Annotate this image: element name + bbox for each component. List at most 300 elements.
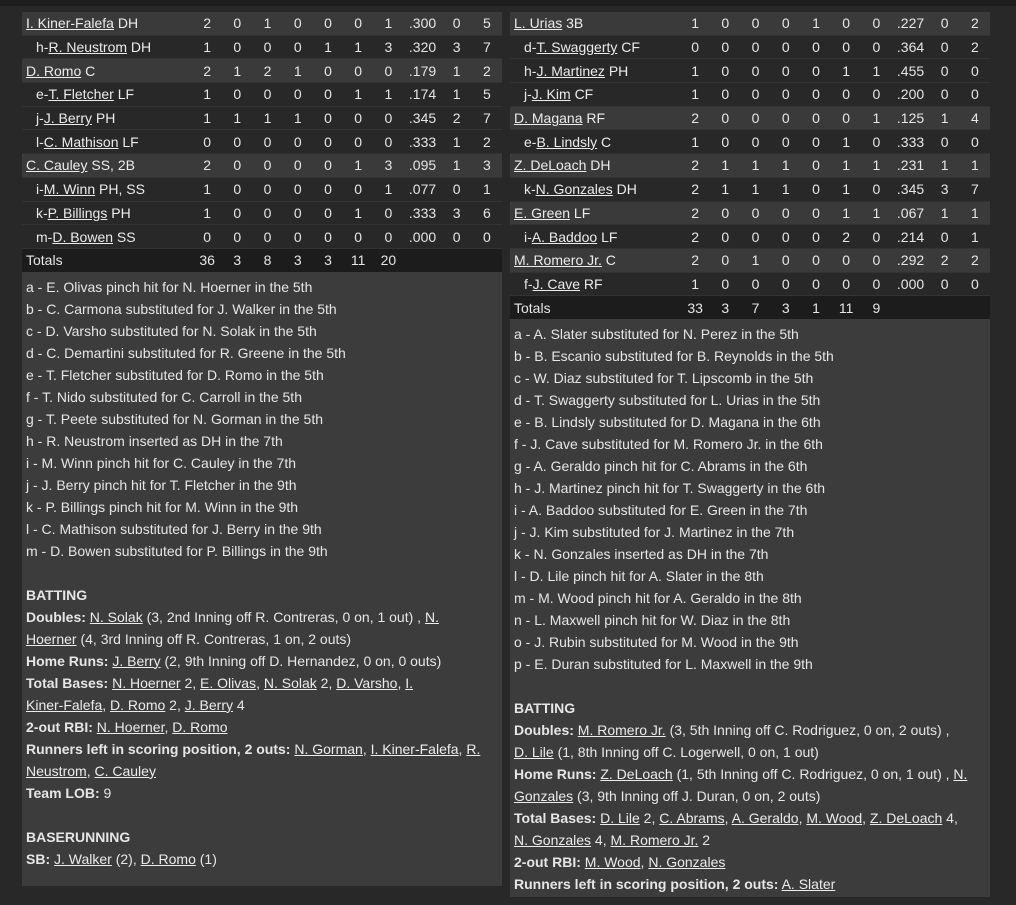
homeruns-line: Home Runs: J. Berry (2, 9th Inning off D. Hernandez, 0 on, 0 outs) (26, 652, 442, 669)
player-position: LF (601, 228, 618, 245)
player-position: CF (621, 39, 640, 56)
player-link[interactable]: D. Varsho (336, 674, 398, 691)
stat-cell: 0 (710, 35, 740, 59)
player-link[interactable]: J. Berry (184, 696, 233, 713)
stat-cell: 0 (222, 225, 252, 249)
player-link[interactable]: T. Swaggerty (536, 39, 618, 56)
stat-cell: 0 (960, 272, 990, 296)
stat-cell: 1 (442, 83, 472, 107)
substitution-note: j - J. Kim substituted for J. Martinez in the 7th (514, 523, 795, 540)
player-link[interactable]: D. Romo (110, 696, 166, 713)
substitution-note: m - D. Bowen substituted for P. Billings in the 9th (26, 542, 328, 559)
stat-cell: 0 (343, 130, 373, 154)
sub-prefix: e- (36, 86, 49, 103)
player-row (22, 154, 502, 178)
stat-cell: 0 (373, 130, 403, 154)
player-link[interactable]: N. Gonzales (514, 831, 592, 848)
stat-cell: 0 (222, 12, 252, 35)
totals-cell: 3 (771, 296, 801, 319)
stat-cell: 1 (930, 154, 960, 178)
player-row (510, 248, 990, 272)
stat-cell: 3 (930, 177, 960, 201)
substitution-note: o - J. Rubin substituted for M. Wood in the 9th (514, 633, 799, 650)
player-link[interactable]: E. Green (514, 204, 571, 221)
stat-cell: .067 (892, 201, 930, 225)
stat-cell: 1 (472, 177, 502, 201)
stat-cell: 2 (472, 130, 502, 154)
stat-cell: 0 (861, 272, 891, 296)
team-lob-line: Team LOB: 9 (26, 784, 112, 801)
stat-cell: 0 (771, 83, 801, 107)
stat-cell: 1 (710, 154, 740, 178)
player-position: DH (616, 181, 637, 198)
totals-cell: 8 (252, 248, 282, 271)
totals-cell (472, 248, 502, 271)
twoout-rbi-line: 2-out RBI: N. Hoerner, D. Romo (26, 718, 228, 735)
player-name-cell (22, 106, 192, 130)
substitution-note: i - M. Winn pinch hit for C. Cauley in the 7th (26, 454, 296, 471)
totals-cell: 9 (861, 296, 891, 319)
player-name-cell (510, 130, 680, 154)
player-name-cell (22, 12, 192, 35)
stat-cell: 1 (831, 59, 861, 83)
away-team-box (22, 12, 502, 886)
player-link[interactable]: D. Bowen (52, 228, 114, 245)
player-link[interactable]: M. Wood (584, 853, 641, 870)
substitution-note: g - A. Geraldo pinch hit for C. Abrams in the 6th (514, 457, 808, 474)
stat-cell: 0 (831, 106, 861, 130)
player-link[interactable]: C. Cauley (26, 157, 88, 174)
stat-cell: 2 (680, 154, 710, 178)
player-link[interactable]: J. Martinez (536, 62, 605, 79)
totals-cell: 11 (343, 248, 373, 271)
stat-cell: .364 (892, 35, 930, 59)
stat-cell: 2 (680, 248, 710, 272)
stat-cell: 0 (442, 177, 472, 201)
stat-cell: 1 (192, 35, 222, 59)
player-link[interactable]: D. Romo (26, 62, 82, 79)
stat-cell: 0 (373, 201, 403, 225)
stat-cell: 0 (740, 12, 770, 35)
stat-cell: 0 (373, 59, 403, 83)
stat-cell: .095 (404, 154, 442, 178)
player-row (510, 106, 990, 130)
stat-cell: 0 (831, 83, 861, 107)
stat-cell: 0 (740, 225, 770, 249)
player-row (22, 130, 502, 154)
stat-cell: 0 (740, 35, 770, 59)
player-link[interactable]: N. (953, 765, 968, 782)
player-link[interactable]: N. (424, 608, 439, 625)
stat-cell: 0 (771, 225, 801, 249)
player-link[interactable]: D. Romo (140, 850, 196, 867)
player-row (510, 177, 990, 201)
totalbases-line: Total Bases: N. Hoerner 2, E. Olivas, N. Solak 2, D. Varsho, I. (26, 674, 414, 691)
stat-cell: 7 (472, 106, 502, 130)
player-position: SS (116, 228, 136, 245)
player-link[interactable]: A. Baddoo (531, 228, 598, 245)
player-name-cell (510, 154, 680, 178)
stat-cell: 0 (343, 106, 373, 130)
stat-cell: 2 (442, 106, 472, 130)
player-name-cell (510, 106, 680, 130)
player-link[interactable]: J. Berry (43, 110, 93, 127)
player-link[interactable]: P. Billings (47, 204, 108, 221)
stat-cell: 5 (472, 83, 502, 107)
batting-header: BATTING (26, 586, 88, 603)
substitution-note: e - T. Fletcher substituted for D. Romo in the 5th (26, 366, 324, 383)
stat-cell: 1 (222, 106, 252, 130)
totals-cell: 20 (373, 248, 403, 271)
player-row (510, 130, 990, 154)
stat-cell: 0 (740, 59, 770, 83)
player-position: RF (586, 110, 606, 127)
player-name-cell (22, 35, 192, 59)
player-link[interactable]: Neustrom (26, 762, 87, 779)
stat-cell: 2 (680, 201, 710, 225)
stat-cell: 0 (313, 201, 343, 225)
substitution-note: e - B. Lindsly substituted for D. Magana in the 6th (514, 413, 821, 430)
player-link[interactable]: C. Mathison (43, 133, 119, 150)
player-link[interactable]: N. Gorman (294, 740, 363, 757)
stat-cell: 1 (710, 177, 740, 201)
stat-cell: 0 (222, 35, 252, 59)
stat-cell: 3 (472, 154, 502, 178)
stat-cell: 0 (771, 106, 801, 130)
sub-prefix: j- (524, 86, 532, 103)
totals-cell (960, 296, 990, 319)
player-link[interactable]: D. Lile (514, 743, 554, 760)
player-name-cell (22, 83, 192, 107)
stat-cell: 3 (442, 201, 472, 225)
player-link[interactable]: C. Abrams (659, 809, 725, 826)
totals-row (510, 296, 990, 319)
player-link[interactable]: L. Urias (514, 15, 563, 32)
totals-cell (404, 248, 442, 271)
stat-cell: 0 (313, 12, 343, 35)
stat-cell: 0 (252, 201, 282, 225)
player-position: DH (117, 15, 139, 32)
player-row (22, 225, 502, 249)
stat-cell: 0 (801, 248, 831, 272)
stat-cell: 0 (472, 225, 502, 249)
stat-cell: 1 (343, 154, 373, 178)
stat-cell: 1 (861, 59, 891, 83)
player-link[interactable]: M. Romero Jr. (514, 252, 602, 269)
stat-cell: 0 (740, 272, 770, 296)
stat-cell: 1 (831, 201, 861, 225)
substitution-note: k - P. Billings pinch hit for M. Winn in the 9th (26, 498, 299, 515)
player-link[interactable]: J. Berry (112, 652, 161, 669)
stat-cell: 2 (960, 35, 990, 59)
stat-cell: 1 (771, 154, 801, 178)
player-link[interactable]: M. Winn (43, 181, 96, 198)
risp-line: Runners left in scoring position, 2 outs: A. Slater (514, 875, 836, 892)
player-position: DH (130, 39, 152, 56)
stat-cell: .333 (404, 130, 442, 154)
player-link[interactable]: E. Olivas (200, 674, 257, 691)
stat-cell: 0 (283, 154, 313, 178)
stat-cell: 1 (740, 248, 770, 272)
totalbases-line: Total Bases: D. Lile 2, C. Abrams, A. Geraldo, M. Wood, Z. DeLoach 4, (514, 809, 958, 826)
substitution-note: j - J. Berry pinch hit for T. Fletcher in the 9th (26, 476, 297, 493)
totals-cell: 11 (831, 296, 861, 319)
notes-panel: a - A. Slater substituted for N. Perez in the 5th b - B. Escanio substituted for B. Reynolds in the 5th c - W. Diaz substituted for T. Lipscomb in the 5th d - T. Swaggerty substituted for L. Urias in the 5th e - B. Lindsly substituted for D. Magana in the 6th f - J. Cave substituted for M. Romero Jr. in the 6th g - A. Geraldo pinch hit for C. Abrams in the 6th h - J. Martinez pinch hit for T. Swaggerty in the 6th i - A. Baddoo substituted for E. Green in the 7th j - J. Kim substituted for J. Martinez in the 7th k - N. Gonzales inserted as DH in the 7th l - D. Lile pinch hit for A. Slater in the 8th m - M. Wood pinch hit for A. Geraldo in the 8th n - L. Maxwell pinch hit for W. Diaz in the 8th o - J. Rubin substituted for M. Wood in the 9th p - E. Duran substituted for L. Maxwell in the 9th BATTING Doubles: M. Romero Jr. (3, 5th Inning off C. Rodriguez, 0 on, 2 outs) , D. Lile (1, 8th Inning off C. Logerwell, 0 on, 1 out) Home Runs: Z. DeLoach (1, 5th Inning off C. Rodriguez, 0 on, 1 out) , N. Gonzales (3, 9th Inning off J. Duran, 0 on, 2 outs) Total Bases: D. Lile 2, C. Abrams, A. Geraldo, M. Wood, Z. DeLoach 4, N. Gonzales 4, M. Romero Jr. 2 2-out RBI: M. Wood, N. Gonzales Runners left in scoring position, 2 outs: A. Slater (510, 319, 990, 897)
stat-cell: 2 (960, 248, 990, 272)
twoout-rbi-line: 2-out RBI: M. Wood, N. Gonzales (514, 853, 726, 870)
stat-cell: .333 (892, 130, 930, 154)
sub-prefix: k- (524, 181, 536, 198)
stat-cell: 0 (831, 248, 861, 272)
stat-cell: 2 (252, 59, 282, 83)
player-row (22, 83, 502, 107)
stat-cell: 0 (442, 12, 472, 35)
player-link[interactable]: N. Hoerner (96, 718, 165, 735)
stat-cell: 1 (831, 154, 861, 178)
stat-cell: 3 (442, 35, 472, 59)
stat-cell: .200 (892, 83, 930, 107)
player-link[interactable]: J. Kim (531, 86, 571, 103)
stat-cell: 1 (861, 106, 891, 130)
stat-cell: 0 (960, 83, 990, 107)
sub-prefix: m- (36, 228, 53, 245)
player-name-cell (510, 177, 680, 201)
stat-cell: 0 (252, 154, 282, 178)
player-name-cell (510, 35, 680, 59)
stat-cell: 0 (222, 177, 252, 201)
player-row (510, 272, 990, 296)
stat-cell: 0 (771, 12, 801, 35)
stat-cell: 0 (343, 225, 373, 249)
stat-cell: 1 (222, 59, 252, 83)
stat-cell: 0 (861, 130, 891, 154)
player-name-cell (22, 59, 192, 83)
stat-cell: 0 (801, 130, 831, 154)
player-link[interactable]: M. Romero Jr. (610, 831, 699, 848)
sub-prefix: i- (524, 228, 532, 245)
player-link[interactable]: A. Slater (781, 875, 836, 892)
stat-cell: 2 (930, 248, 960, 272)
stat-cell: 0 (771, 130, 801, 154)
stat-cell: 1 (930, 106, 960, 130)
substitution-note: f - T. Nido substituted for C. Carroll in the 5th (26, 388, 302, 405)
stat-cell: 2 (680, 225, 710, 249)
player-row (510, 83, 990, 107)
player-row (22, 106, 502, 130)
player-link[interactable]: A. Geraldo (731, 809, 799, 826)
stat-cell: .333 (404, 201, 442, 225)
stat-cell: 2 (192, 154, 222, 178)
player-position: PH (608, 62, 629, 79)
stat-cell: 0 (252, 83, 282, 107)
stat-cell: 1 (192, 201, 222, 225)
stat-cell: 0 (740, 130, 770, 154)
substitution-note: g - T. Peete substituted for N. Gorman in the 5th (26, 410, 324, 427)
player-name-cell (510, 248, 680, 272)
player-link[interactable]: M. Wood (806, 809, 863, 826)
stat-cell: .227 (892, 12, 930, 35)
risp-line: Runners left in scoring position, 2 outs: N. Gorman, I. Kiner-Falefa, R. (26, 740, 481, 757)
stat-cell: 0 (801, 272, 831, 296)
stat-cell: 1 (680, 12, 710, 35)
player-row (22, 59, 502, 83)
stat-cell: 0 (801, 106, 831, 130)
stat-cell: 0 (373, 225, 403, 249)
stat-cell: 1 (442, 154, 472, 178)
stat-cell: 0 (861, 225, 891, 249)
stat-cell: 1 (373, 83, 403, 107)
stat-cell: 1 (442, 130, 472, 154)
substitution-note: i - A. Baddoo substituted for E. Green in the 7th (514, 501, 808, 518)
player-row (510, 12, 990, 35)
stat-cell: 1 (831, 177, 861, 201)
stat-cell: 0 (740, 83, 770, 107)
totals-cell: 7 (740, 296, 770, 319)
player-link[interactable]: C. Cauley (94, 762, 156, 779)
sub-prefix: h- (36, 39, 49, 56)
stat-cell: 0 (283, 130, 313, 154)
player-name-cell (22, 130, 192, 154)
stat-cell: 0 (771, 201, 801, 225)
substitution-note: h - J. Martinez pinch hit for T. Swaggerty in the 6th (514, 479, 826, 496)
player-link[interactable]: D. Magana (514, 110, 583, 127)
stat-cell: 1 (252, 12, 282, 35)
player-link[interactable]: I. Kiner-Falefa (370, 740, 459, 757)
baserunning-header: BASERUNNING (26, 828, 131, 845)
player-position: CF (574, 86, 594, 103)
player-link[interactable]: I. Kiner-Falefa (26, 15, 114, 32)
stat-cell: 0 (771, 59, 801, 83)
player-link[interactable]: N. Solak (89, 608, 143, 625)
stat-cell: 1 (192, 106, 222, 130)
player-link[interactable]: Gonzales (514, 787, 574, 804)
sub-prefix: e- (524, 133, 537, 150)
stat-cell: 2 (680, 177, 710, 201)
stat-cell: 1 (192, 177, 222, 201)
stat-cell: 0 (710, 201, 740, 225)
totals-row (22, 248, 502, 271)
stat-cell: 6 (472, 201, 502, 225)
notes-panel: a - E. Olivas pinch hit for N. Hoerner in the 5th b - C. Carmona substituted for J. Walker in the 5th c - D. Varsho substituted for N. Solak in the 5th d - C. Demartini substituted for R. Greene in the 5th e - T. Fletcher substituted for D. Romo in the 5th f - T. Nido substituted for C. Carroll in the 5th g - T. Peete substituted for N. Gorman in the 5th h - R. Neustrom inserted as DH in the 7th i - M. Winn pinch hit for C. Cauley in the 7th j - J. Berry pinch hit for T. Fletcher in the 9th k - P. Billings pinch hit for M. Winn in the 9th l - C. Mathison substituted for J. Berry in the 9th m - D. Bowen substituted for P. Billings in the 9th BATTING Doubles: N. Solak (3, 2nd Inning off R. Contreras, 0 on, 1 out) , N. Hoerner (4, 3rd Inning off R. Contreras, 1 on, 2 outs) Home Runs: J. Berry (2, 9th Inning off D. Hernandez, 0 on, 0 outs) Total Bases: N. Hoerner 2, E. Olivas, N. Solak 2, D. Varsho, I. Kiner-Falefa, D. Romo 2, J. Berry 4 2-out RBI: N. Hoerner, D. Romo Runners left in scoring position, 2 outs: N. Gorman, I. Kiner-Falefa, R. Neustrom, C. Cauley Team LOB: 9 BASERUNNING SB: J. Walker (2), D. Romo (1) (22, 272, 502, 886)
stat-cell: 3 (373, 154, 403, 178)
stat-cell: 0 (740, 201, 770, 225)
player-name-cell (510, 201, 680, 225)
player-link[interactable]: I. (405, 674, 414, 691)
stat-cell: .345 (404, 106, 442, 130)
stat-cell: 7 (472, 35, 502, 59)
player-link[interactable]: T. Fletcher (48, 86, 114, 103)
player-link[interactable]: D. Romo (172, 718, 228, 735)
player-position: PH (95, 110, 116, 127)
stat-cell: .000 (892, 272, 930, 296)
stat-cell: 1 (283, 106, 313, 130)
player-row (510, 201, 990, 225)
stat-cell: 0 (313, 225, 343, 249)
player-link[interactable]: Z. DeLoach (600, 765, 673, 782)
totals-cell: 3 (222, 248, 252, 271)
stat-cell: 0 (343, 177, 373, 201)
stat-cell: 0 (313, 154, 343, 178)
sub-prefix: k- (36, 204, 48, 221)
player-name-cell (22, 201, 192, 225)
stat-cell: 5 (472, 12, 502, 35)
stat-cell: 1 (373, 12, 403, 35)
player-link[interactable]: Z. DeLoach (869, 809, 943, 826)
stat-cell: .320 (404, 35, 442, 59)
stat-cell: 0 (960, 130, 990, 154)
stat-cell: 1 (861, 201, 891, 225)
stat-cell: 0 (710, 248, 740, 272)
player-row (510, 154, 990, 178)
player-link[interactable]: J. Walker (54, 850, 112, 867)
player-link[interactable]: N. Gonzales (648, 853, 726, 870)
player-row (22, 35, 502, 59)
totals-label: Totals (22, 248, 192, 271)
player-position: PH, SS (99, 181, 145, 198)
substitution-note: b - B. Escanio substituted for B. Reynolds in the 5th (514, 347, 834, 364)
stat-cell: .300 (404, 12, 442, 35)
substitution-note: c - W. Diaz substituted for T. Lipscomb in the 5th (514, 369, 814, 386)
stat-cell: 1 (283, 59, 313, 83)
totals-cell: 3 (313, 248, 343, 271)
player-name-cell (22, 225, 192, 249)
substitution-note: l - D. Lile pinch hit for A. Slater in the 8th (514, 567, 764, 584)
stat-cell: 1 (680, 59, 710, 83)
stat-cell: 7 (960, 177, 990, 201)
stat-cell: 0 (283, 35, 313, 59)
stat-cell: .000 (404, 225, 442, 249)
totals-cell: 36 (192, 248, 222, 271)
player-name-cell (510, 272, 680, 296)
stat-cell: .179 (404, 59, 442, 83)
stat-cell: .292 (892, 248, 930, 272)
player-link[interactable]: D. Lile (600, 809, 640, 826)
player-link[interactable]: M. Romero Jr. (577, 721, 666, 738)
doubles-line: Doubles: M. Romero Jr. (3, 5th Inning off C. Rodriguez, 0 on, 2 outs) , (514, 721, 950, 738)
player-link[interactable]: N. Solak (263, 674, 317, 691)
player-row (510, 59, 990, 83)
player-link[interactable]: R. (466, 740, 481, 757)
sub-prefix: h- (524, 62, 537, 79)
stat-cell: 0 (222, 83, 252, 107)
stat-cell: 1 (313, 35, 343, 59)
player-link[interactable]: N. Hoerner (112, 674, 181, 691)
stat-cell: 0 (861, 248, 891, 272)
substitution-note: d - C. Demartini substituted for R. Greene in the 5th (26, 344, 346, 361)
stat-cell: 0 (222, 154, 252, 178)
stat-cell: 0 (960, 59, 990, 83)
stat-cell: 0 (930, 83, 960, 107)
stat-cell: 1 (680, 83, 710, 107)
stat-cell: 1 (442, 59, 472, 83)
substitution-note: p - E. Duran substituted for L. Maxwell in the 9th (514, 655, 813, 672)
stat-cell: 1 (960, 154, 990, 178)
player-link[interactable]: Z. DeLoach (514, 157, 587, 174)
player-link[interactable]: Hoerner (26, 630, 77, 647)
player-link[interactable]: J. Cave (532, 275, 581, 292)
player-row (22, 201, 502, 225)
stat-cell: 1 (252, 106, 282, 130)
sub-prefix: l- (36, 133, 44, 150)
player-link[interactable]: Kiner-Falefa (26, 696, 103, 713)
substitution-note: l - C. Mathison substituted for J. Berry in the 9th (26, 520, 322, 537)
player-link[interactable]: B. Lindsly (536, 133, 598, 150)
stat-cell: 3 (373, 35, 403, 59)
stat-cell: 0 (680, 35, 710, 59)
stat-cell: 0 (930, 272, 960, 296)
player-link[interactable]: R. Neustrom (48, 39, 128, 56)
player-link[interactable]: N. Gonzales (535, 181, 613, 198)
